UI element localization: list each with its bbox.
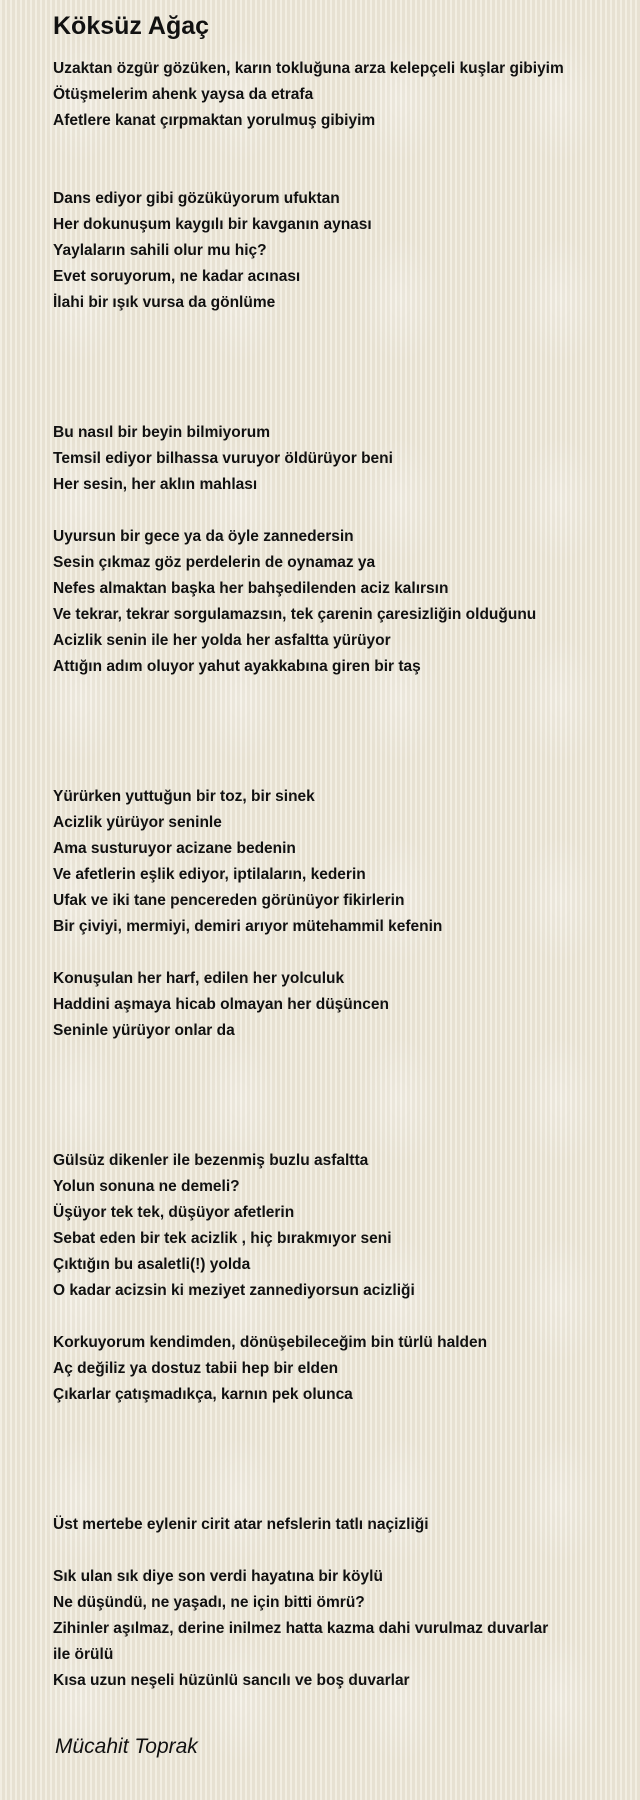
poem-line: Dans ediyor gibi gözüküyorum ufuktan: [53, 190, 340, 207]
stanza-gap: [53, 1538, 633, 1564]
stanza-gap: [53, 732, 633, 758]
poem-line: Afetlere kanat çırpmaktan yorulmuş gibiyim: [53, 112, 376, 129]
poem-line: Ve tekrar, tekrar sorgulamazsın, tek çarenin çaresizliğin olduğunu: [53, 606, 537, 623]
poem-line: Uyursun bir gece ya da öyle zannedersin: [53, 528, 354, 545]
stanza-gap: [53, 394, 633, 420]
poem-line: Gülsüz dikenler ile bezenmiş buzlu asfaltta: [53, 1152, 369, 1169]
poem-line: Sık ulan sık diye son verdi hayatına bir köylü: [53, 1568, 383, 1585]
stanza-gap: [53, 706, 633, 732]
poem-line: Yürürken yuttuğun bir toz, bir sinek: [53, 788, 315, 805]
stanza-gap: [53, 342, 633, 368]
stanza-gap: [53, 1096, 633, 1122]
stanza-gap: [53, 680, 633, 706]
stanza-gap: [53, 1044, 633, 1070]
poem-line: Yolun sonuna ne demeli?: [53, 1178, 240, 1195]
poem-line: Ufak ve iki tane pencereden görünüyor fikirlerin: [53, 892, 405, 909]
poem-line: Temsil ediyor bilhassa vuruyor öldürüyor beni: [53, 450, 393, 467]
poem-line: Yaylaların sahili olur mu hiç?: [53, 242, 267, 259]
stanza-gap: [53, 316, 633, 342]
poem-line: Ama susturuyor acizane bedenin: [53, 840, 296, 857]
poem-line: Attığın adım oluyor yahut ayakkabına giren bir taş: [53, 658, 421, 675]
poem-line: Bu nasıl bir beyin bilmiyorum: [53, 424, 271, 441]
stanza-gap: [53, 1486, 633, 1512]
poem-line: Ötüşmelerim ahenk yaysa da etrafa: [53, 86, 314, 103]
stanza-gap: [53, 940, 633, 966]
poem-line: Ne düşündü, ne yaşadı, ne için bitti ömrü?: [53, 1594, 365, 1611]
poem-line: Sebat eden bir tek acizlik , hiç bırakmıyor seni: [53, 1230, 392, 1247]
poem-body: [53, 56, 633, 1694]
poem-container: [53, 0, 633, 1694]
poem-line: Her sesin, her aklın mahlası: [53, 476, 258, 493]
poem-line: Zihinler aşılmaz, derine inilmez hatta kazma dahi vurulmaz duvarlar: [53, 1620, 549, 1637]
poem-line: Acizlik senin ile her yolda her asfaltta yürüyor: [53, 632, 391, 649]
stanza-gap: [53, 1460, 633, 1486]
poem-line: Acizlik yürüyor seninle: [53, 814, 222, 831]
poem-line: Çıkarlar çatışmadıkça, karnın pek olunca: [53, 1386, 353, 1403]
poem-title: Köksüz Ağaç: [53, 12, 210, 40]
stanza-gap: [53, 1304, 633, 1330]
poem-line: Kısa uzun neşeli hüzünlü sancılı ve boş duvarlar: [53, 1672, 410, 1689]
poem-line: Haddini aşmaya hicab olmayan her düşüncen: [53, 996, 389, 1013]
poem-line: Evet soruyorum, ne kadar acınası: [53, 268, 301, 285]
stanza-gap: [53, 368, 633, 394]
poem-line: ile örülü: [53, 1646, 114, 1663]
poem-line: Her dokunuşum kaygılı bir kavganın aynası: [53, 216, 372, 233]
poem-line: Üşüyor tek tek, düşüyor afetlerin: [53, 1204, 295, 1221]
poem-line: Üst mertebe eylenir cirit atar nefslerin tatlı naçizliği: [53, 1516, 429, 1533]
poem-line: İlahi bir ışık vursa da gönlüme: [53, 294, 276, 311]
poem-line: Aç değiliz ya dostuz tabii hep bir elden: [53, 1360, 339, 1377]
stanza-gap: [53, 1408, 633, 1434]
poem-line: Nefes almaktan başka her bahşedilenden aciz kalırsın: [53, 580, 449, 597]
poem-line: Sesin çıkmaz göz perdelerin de oynamaz ya: [53, 554, 376, 571]
stanza-gap: [53, 1122, 633, 1148]
poem-line: O kadar acizsin ki meziyet zannediyorsun acizliği: [53, 1282, 415, 1299]
stanza-gap: [53, 498, 633, 524]
stanza-gap: [53, 160, 633, 186]
stanza-gap: [53, 758, 633, 784]
poem-line: Korkuyorum kendimden, dönüşebileceğim bin türlü halden: [53, 1334, 488, 1351]
poem-line: Ve afetlerin eşlik ediyor, iptilaların, kederin: [53, 866, 366, 883]
poem-line: Bir çiviyi, mermiyi, demiri arıyor mütehammil kefenin: [53, 918, 443, 935]
poem-line: Seninle yürüyor onlar da: [53, 1022, 235, 1039]
poem-author: Mücahit Toprak: [55, 1735, 198, 1758]
poem-line: Uzaktan özgür gözüken, karın tokluğuna arza kelepçeli kuşlar gibiyim: [53, 60, 564, 77]
poem-line: Çıktığın bu asaletli(!) yolda: [53, 1256, 251, 1273]
stanza-gap: [53, 1434, 633, 1460]
stanza-gap: [53, 1070, 633, 1096]
stanza-gap: [53, 134, 633, 160]
poem-line: Konuşulan her harf, edilen her yolculuk: [53, 970, 345, 987]
